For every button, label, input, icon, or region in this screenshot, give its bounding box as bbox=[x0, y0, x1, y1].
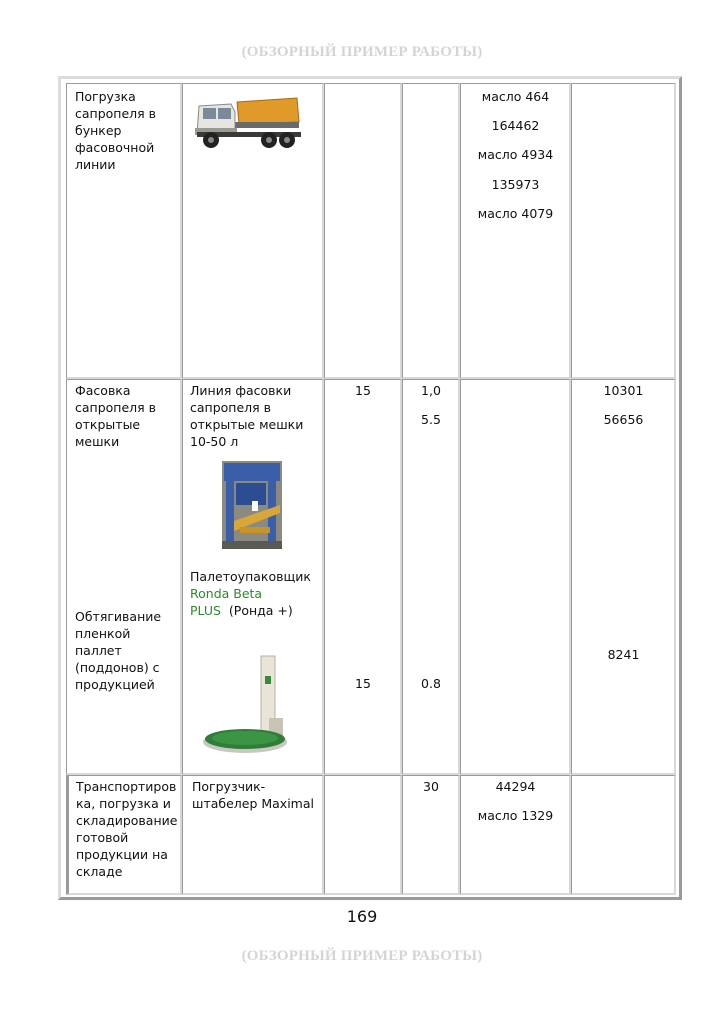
row1-col4-cell bbox=[402, 83, 460, 379]
row2-operation2-line: продукцией bbox=[75, 677, 155, 692]
row3-col3-cell bbox=[324, 775, 402, 895]
row2-equipment-line: 10-50 л bbox=[190, 434, 239, 449]
row3-operation-line: Транспортиров bbox=[76, 779, 177, 794]
row2-operation2-line: Обтягивание bbox=[75, 609, 162, 624]
row2-equipment2-suffix: (Ронда +) bbox=[228, 603, 293, 618]
row2-equipment-cell bbox=[182, 379, 324, 775]
row1-operation-line: линии bbox=[75, 157, 116, 172]
row1-col5-value: 164462 bbox=[491, 118, 540, 133]
row3-col4-value: 30 bbox=[423, 779, 439, 794]
row1-col5-value: масло 4079 bbox=[477, 206, 554, 221]
row1-col3-cell bbox=[324, 83, 402, 379]
row2-col3-value: 15 bbox=[355, 383, 371, 398]
row3-equipment-cell bbox=[182, 775, 324, 895]
row3-col5-value: масло 1329 bbox=[477, 808, 554, 823]
row2-equipment-line: Линия фасовки bbox=[190, 383, 292, 398]
row3-operation-line: продукции на bbox=[76, 847, 168, 862]
row3-equipment-line: штабелер Maximal bbox=[192, 796, 314, 811]
row1-col6-cell bbox=[571, 83, 676, 379]
row3-operation-line: готовой bbox=[76, 830, 129, 845]
row3-col5-value: 44294 bbox=[495, 779, 536, 794]
row2-operation-line: открытые bbox=[75, 417, 141, 432]
row2-col4-value: 5.5 bbox=[421, 412, 441, 427]
dump-truck-image bbox=[191, 88, 303, 154]
row2-operation-line: сапропеля в bbox=[75, 400, 156, 415]
row2-col4-value: 1,0 bbox=[421, 383, 441, 398]
row2-equipment2-prefix: Палетоупаковщик bbox=[190, 569, 311, 584]
row2-operation-line: мешки bbox=[75, 434, 120, 449]
row2-operation-line: Фасовка bbox=[75, 383, 131, 398]
row3-operation-line: складирование bbox=[76, 813, 178, 828]
row1-col5-value: масло 4934 bbox=[477, 147, 554, 162]
row2-col3-cell bbox=[324, 379, 402, 775]
row3-operation-cell bbox=[66, 775, 182, 895]
row2-col3-value: 15 bbox=[355, 676, 371, 691]
row2-operation2-line: пленкой bbox=[75, 626, 131, 641]
row2-col6-cell bbox=[571, 379, 676, 775]
row3-col6-cell bbox=[571, 775, 676, 895]
row2-col4-value: 0.8 bbox=[421, 676, 441, 691]
row2-operation2-line: паллет bbox=[75, 643, 122, 658]
row2-operation-cell bbox=[66, 379, 182, 775]
row1-operation-cell bbox=[66, 83, 182, 379]
row3-col5-cell bbox=[460, 775, 571, 895]
row1-operation-line: Погрузка bbox=[75, 89, 136, 104]
data-table bbox=[58, 76, 682, 900]
row3-operation-line: складе bbox=[76, 864, 123, 879]
row3-operation-line: ка, погрузка и bbox=[76, 796, 171, 811]
row3-col4-cell bbox=[402, 775, 460, 895]
row2-equipment2-brand: PLUS bbox=[190, 603, 221, 618]
row1-col5-value: масло 464 bbox=[481, 89, 550, 104]
row1-operation-line: бункер bbox=[75, 123, 122, 138]
row2-col6-value: 56656 bbox=[603, 412, 644, 427]
row1-operation-line: сапропеля в bbox=[75, 106, 156, 121]
row2-equipment-line: открытые мешки bbox=[190, 417, 304, 432]
page-number: 169 bbox=[346, 907, 378, 926]
packing-line-image bbox=[222, 461, 282, 549]
row2-equipment-line: сапропеля в bbox=[190, 400, 271, 415]
row2-col5-cell bbox=[460, 379, 571, 775]
row1-operation-line: фасовочной bbox=[75, 140, 155, 155]
watermark-bottom: (ОБЗОРНЫЙ ПРИМЕР РАБОТЫ) bbox=[241, 948, 483, 964]
row2-equipment2-brand: Ronda Beta bbox=[190, 586, 263, 601]
row1-col5-value: 135973 bbox=[491, 177, 540, 192]
row2-col6-value: 8241 bbox=[607, 647, 640, 662]
row2-col6-value: 10301 bbox=[603, 383, 644, 398]
pallet-wrapper-image bbox=[201, 654, 299, 758]
row1-col5-cell bbox=[460, 83, 571, 379]
row1-equipment-cell bbox=[182, 83, 324, 379]
row2-col4-cell bbox=[402, 379, 460, 775]
watermark-top: (ОБЗОРНЫЙ ПРИМЕР РАБОТЫ) bbox=[241, 44, 483, 60]
row3-equipment-line: Погрузчик- bbox=[192, 779, 266, 794]
row2-operation2-line: (поддонов) с bbox=[75, 660, 160, 675]
